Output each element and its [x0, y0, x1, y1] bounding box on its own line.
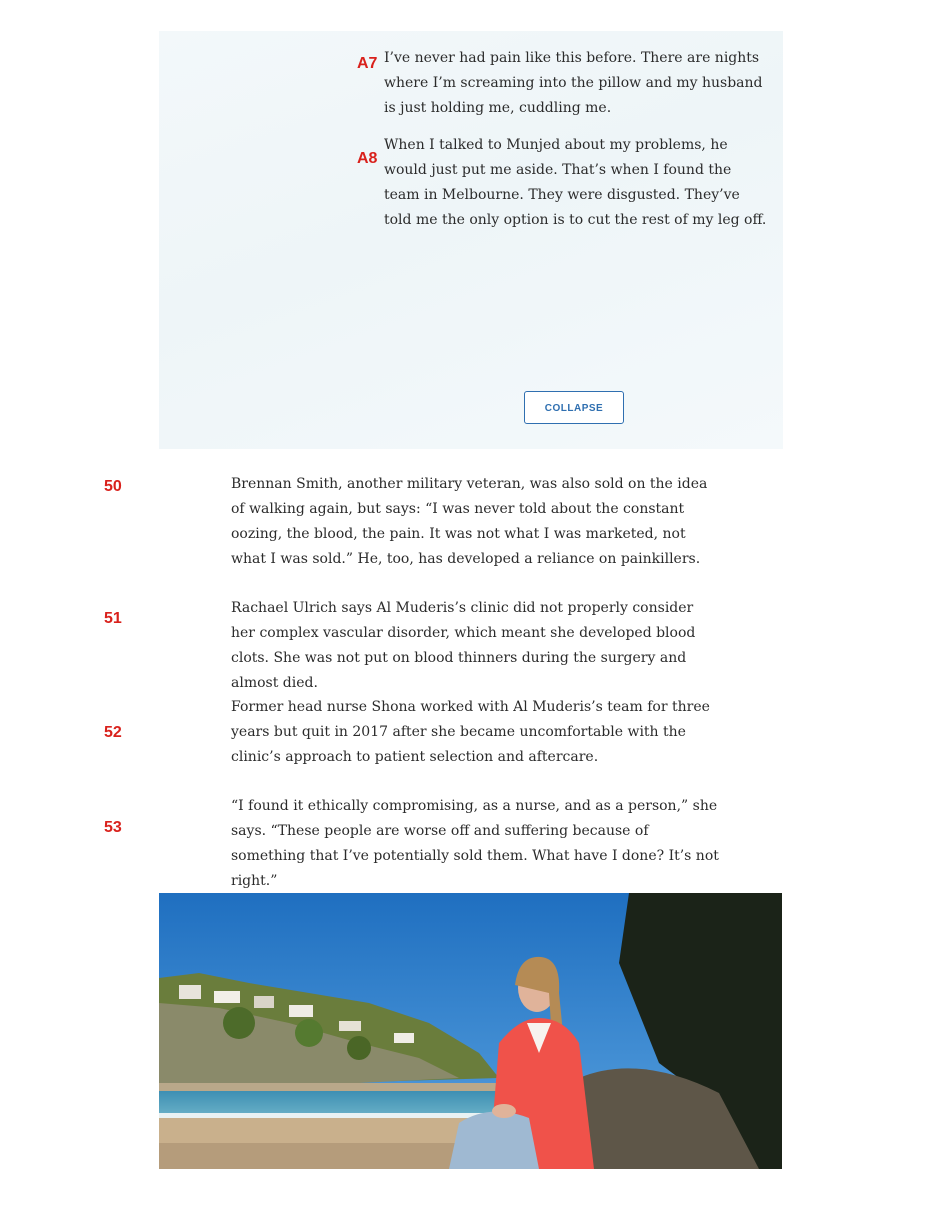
marker-53: 53: [104, 819, 122, 836]
paragraph-53: “I found it ethically compromising, as a nurse, and as a person,” she says. “These people are worse off and suffering because of something that I’ve potentially sold them. What have I done? It’s not right.”: [231, 798, 719, 889]
paragraph-50: Brennan Smith, another military veteran, was also sold on the idea of walking again, but says: “I was never told about the constant oozing, the blood, the pain. It was not what I was marketed, not what I was sold.” He, too, has developed a reliance on painkillers.: [231, 476, 708, 567]
paragraph-52: Former head nurse Shona worked with Al Muderis’s team for three years but quit in 2017 after she became uncomfortable with the clinic’s approach to patient selection and aftercare.: [231, 699, 710, 765]
marker-51: 51: [104, 610, 122, 627]
marker-a7: A7: [357, 55, 378, 72]
paragraph-51: Rachael Ulrich says Al Muderis’s clinic did not properly consider her complex vascular disorder, which meant she developed blood clots. She was not put on blood thinners during the surgery and almost died.: [231, 600, 696, 691]
marker-a8: A8: [357, 150, 378, 167]
marker-50: 50: [104, 478, 122, 495]
marker-52: 52: [104, 724, 122, 741]
woman-on-beach-photo: [159, 893, 782, 1169]
collapse-button[interactable]: COLLAPSE: [524, 391, 624, 424]
quote-a8-text: When I talked to Munjed about my problems, he would just put me aside. That’s when I found the team in Melbourne. They were disgusted. They’ve told me the only option is to cut the rest of my leg off.: [384, 137, 767, 228]
quote-a7-text: I’ve never had pain like this before. There are nights where I’m screaming into the pillow and my husband is just holding me, cuddling me.: [384, 50, 763, 116]
